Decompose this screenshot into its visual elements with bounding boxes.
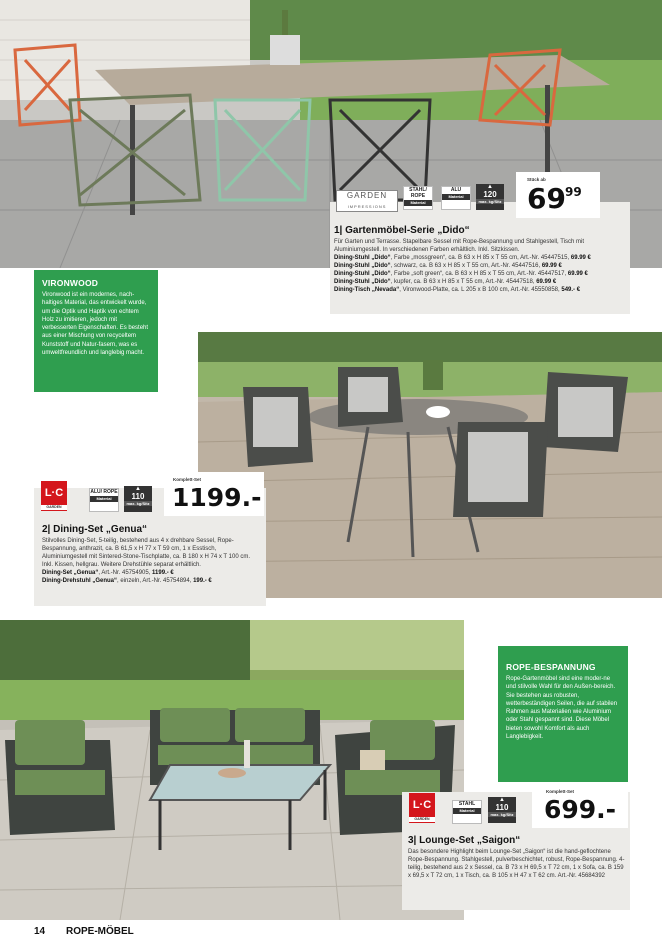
item-text: , einzeln, Art.-Nr. 45754894, [117,578,192,584]
load-badge [476,184,504,210]
logo-text: L·C [44,487,64,499]
item-name: Dining-Stuhl „Dido“ [334,255,391,261]
badge-sub: Material [442,194,470,200]
info-text: Vironwood ist ein modernes, nach-haltiges Material, das entwickelt wurde, um die Optik und Haptik von echtem Holz zu imitieren, jedoch mit verbesserten Eigenschaften. Es besteht aus einer Mischung von recyceltem Kunststoff und Natur-fasern, was es umweltfreundlich und langlebig macht. [42,292,149,357]
badge-sub: Material [404,200,432,206]
garden-impressions-logo [336,190,398,212]
load-badge [124,486,152,512]
item-price: 199.- € [193,578,212,584]
page-number: 14 [34,926,46,937]
item-price: 69.99 € [541,263,562,269]
item-name: Dining-Stuhl „Dido“ [334,279,391,285]
badge-label: ALU/ ROPE [90,489,118,495]
material-badge-alu [441,186,471,210]
product-title: 2| Dining-Set „Genua“ [42,524,148,535]
badge-label: 110 [131,492,145,501]
badge-label: 120 [483,190,497,199]
info-text: Rope-Gartenmöbel sind eine moder-ne und stilvolle Wahl für den Außen-bereich. Sie bestehen aus robusten, wetterbeständigen Seilen, die auf stabilen Rahmen aus Materialien wie Aluminium oder Stahl gespannt sind. Diese Möbel bieten sowohl Komfort als auch Langlebigkeit. [506,676,618,741]
logo-brand: GARDEN [346,191,388,200]
item-name: Dining-Stuhl „Dido“ [334,263,391,269]
weight-icon: ▲ [499,797,505,803]
price-main: 699.- [544,795,617,824]
load-badge [488,797,516,823]
item-text: , Farbe „soft green“, ca. B 63 x H 85 x T 55 cm, Art.-Nr. 45447517, [390,271,567,277]
badge-sub: max. kg/Sitz [476,199,504,204]
material-badge-alu-rope [89,488,119,512]
product-intro: Für Garten und Terrasse. Stapelbare Sessel mit Rope-Bespannung und Stahlgestell, Tisch mit Aluminiumgestell. In verschiedenen Farben erhältlich. Inkl. Sitzkissen. [334,239,585,253]
badge-sub: Material [453,808,481,814]
product-intro: Stilvolles Dining-Set, 5-teilig, bestehend aus 4 x drehbare Sessel, Rope-Bespannung, anthrazit, ca. B 61,5 x H 77 x T 59 cm, 1 x Esstisch, Aluminiumgestell mit Sintered-Stone-Tischplatte, ca. B 180 x H 74 x T 100 cm. Inkl. Kissen, hellgrau. Weitere Drehstühle separat erhältlich. [42,538,250,568]
item-price: 69.99 € [536,279,557,285]
info-title: VIRONWOOD [42,278,99,288]
weight-icon: ▲ [487,184,493,190]
material-badge-stahl [452,800,482,824]
item-text: , Farbe „mossgreen“, ca. B 63 x H 85 x T 55 cm, Art.-Nr. 45447515, [390,255,570,261]
weight-icon: ▲ [135,486,141,492]
section-title: ROPE-MÖBEL [66,926,134,937]
badge-sub: max. kg/Sitz [124,501,152,506]
badge-sub: Material [90,496,118,502]
product-title: 1| Gartenmöbel-Serie „Dido“ [334,225,470,236]
item-name: Dining-Drehstuhl „Genua“ [42,578,117,584]
item-name: Dining-Stuhl „Dido“ [334,271,391,277]
logo-sub: GARDEN [409,817,435,822]
rope-info-box [498,646,628,782]
product-title: 3| Lounge-Set „Saigon“ [408,835,521,846]
lc-garden-logo [41,481,67,511]
genua-photo [198,332,662,598]
product-description [42,537,260,585]
product-description [334,238,626,294]
price-cents: 99 [565,185,582,199]
item-name: Dining-Tisch „Nevada“ [334,287,400,293]
item-price: 69.99 € [567,271,588,277]
badge-sub: max. kg/Sitz [488,812,516,817]
badge-label: ALU [450,187,462,193]
item-text: , Vironwood-Platte, ca. L 205 x B 100 cm, Art.-Nr. 45550858, [399,287,560,293]
price-main: 69 [527,182,566,215]
badge-label: STAHL [458,801,476,807]
price-label: Komplett-Set [173,477,201,482]
saigon-photo [0,620,464,920]
logo-sub: GARDEN [41,505,67,510]
item-name: Dining-Set „Genua“ [42,570,99,576]
badge-label: STAHL/ ROPE [409,187,427,199]
item-text: , Art.-Nr. 45754905, [98,570,151,576]
item-price: 549.- € [561,287,581,293]
price-label: Stück ab [527,177,546,182]
info-title: ROPE-BESPANNUNG [506,662,596,672]
item-text: , schwarz, ca. B 63 x H 85 x T 55 cm, Art.-Nr. 45447516, [390,263,541,269]
vironwood-info-box [34,270,158,392]
badge-label: 110 [495,803,509,812]
item-price: 1199.- € [152,570,174,576]
product-description: Das besondere Highlight beim Lounge-Set „Saigon“ ist die hand-geflochtene Rope-Bespannung. Stahlgestell, pulverbeschichtet, robust, Rope-Bespannung. 4-teilig, bestehend aus 2 x Sessel, ca. B 73 x H 69,5 x T 72 cm, 1 x Sofa, ca. B 159 x 69,5 x T 72 cm, 1 x Tisch, ca. B 105 x H 47 x T 62 cm. Art.-Nr. 45684392 [408,849,625,879]
lc-garden-logo [409,793,435,823]
item-text: , kupfer, ca. B 63 x H 85 x T 55 cm, Art.-Nr. 45447518, [390,279,535,285]
material-badge-stahl-rope [403,186,433,210]
price-main: 1199.- [172,483,262,512]
logo-text: L·C [412,799,432,811]
logo-brand-sub: IMPRESSIONS [347,204,387,209]
price-label: Komplett-Set [546,789,574,794]
item-price: 69.99 € [570,255,591,261]
